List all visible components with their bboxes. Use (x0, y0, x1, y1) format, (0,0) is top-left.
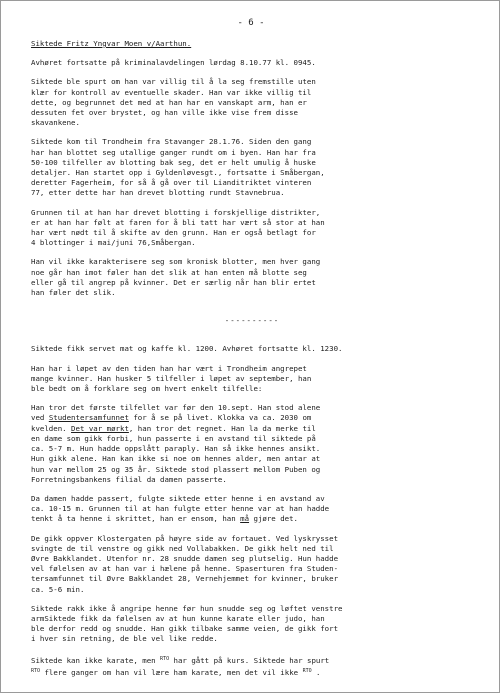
text-line: 4 blottinger i mai/juni 76,Småbergan. (31, 238, 196, 248)
paragraph-6 (31, 364, 473, 395)
text-line: Siktede ble spurt om han var villig til å la seg fremstille uten (31, 77, 316, 87)
paragraph-5: Siktede fikk servet mat og kaffe kl. 1200. Avhøret fortsatte kl. 1230. (31, 344, 343, 354)
text-line: tenkt å ta henne i skrittet, han er ensom, han må gjøre det. (31, 514, 298, 524)
heading: Siktede Fritz Yngvar Moen v/Aarthun. (31, 39, 192, 48)
paragraph-3 (31, 208, 473, 249)
paragraph-7 (31, 403, 473, 485)
text-line: vel følelsen av at han var i hælene på henne. Spaserturen fra Studen- (31, 564, 339, 574)
text-line: klær for kontroll av eventuelle skader. Han var ikke villig til (31, 87, 312, 97)
text-line: Siktede kom til Trondheim fra Stavanger 28.1.76. Siden den gang (31, 137, 312, 147)
text-line: hun var mellom 25 og 35 år. Siktede stod plassert mellom Puben og (31, 464, 321, 474)
text-line: kvelden. Det var mørkt, han tror det regnet. Han la da merke til (31, 423, 316, 433)
text-line: 77, etter dette har han drevet blotting rundt Stavnebrua. (31, 188, 285, 198)
text-line: dessuten fet over brystet, og han ville ikke vise frem disse (31, 108, 298, 118)
paragraph-4 (31, 257, 473, 298)
text-line: Grunnen til at han har drevet blotting i forskjellige distrikter, (31, 207, 321, 217)
text-line: Han har i løpet av den tiden han har vært i Trondheim angrepet (31, 363, 307, 373)
document-body (31, 39, 473, 678)
text-line: tersamfunnet til Øvre Bakklandet 28, Vernehjemmet for kvinner, bruker (31, 574, 339, 584)
rto-mark: RTO (160, 655, 170, 662)
paragraph-9 (31, 534, 473, 595)
paragraph-2 (31, 137, 473, 198)
text-line: mange kvinner. Han husker 5 tilfeller i løpet av september, han (31, 373, 312, 383)
underlined-text: Studentersamfunnet (48, 413, 129, 423)
paragraph-10 (31, 604, 473, 645)
text-line: Siktede kan ikke karate, men $^{RTO}$ har gått på kurs. Siktede har spurt (31, 655, 330, 665)
text-line: ble bedt om å forklare seg om hvert enkelt tilfelle: (31, 384, 263, 394)
text-line: ca. 5-7 m. Hun hadde oppslått paraply. Han så ikke hennes ansikt. (31, 444, 321, 454)
text-line: De gikk oppver Klostergaten på høyre side av fortauet. Ved lyskrysset (31, 533, 339, 543)
text-line: er at han har følt at faren for å bli tatt har vært så stor at han (31, 217, 325, 227)
paragraph-1 (31, 77, 473, 128)
text-line: Han tror det første tilfellet var før den 10.sept. Han stod alene (31, 403, 321, 413)
text-line: $^{RTO}$ flere ganger om han vil lære ham karate, men det vil ikke $^{RTO}$ . (31, 667, 321, 677)
text-line: deretter Fagerheim, for så å gå over til Lianditriktet vinteren (31, 178, 312, 188)
text-line: Forretningsbankens filial da damen passerte. (31, 474, 227, 484)
text-line: har vært nødt til å skifte av den grunn. Han er også betlagt for (31, 228, 316, 238)
text-line: svingte de til venstre og gikk ned Vollabakken. De gikk helt ned til (31, 543, 334, 553)
rto-mark: RTO (31, 667, 41, 674)
paragraph-11 (31, 654, 473, 678)
text-line: noe går han imot føler han det slik at han enten må blotte seg (31, 267, 307, 277)
section-divider: ---------- (224, 316, 280, 326)
paragraph-8 (31, 494, 473, 525)
underlined-text: Det var mørkt (71, 423, 129, 433)
text-line: skavankene. (31, 118, 80, 128)
text-line: eller gå til angrep på kvinner. Det er særlig når han blir ertet (31, 277, 316, 287)
text-line: ca. 10-15 m. Grunnen til at han fulgte etter henne var at han hadde (31, 504, 330, 514)
text-line: har han blottet seg utallige ganger rundt om i byen. Han har fra (31, 147, 316, 157)
text-line: Hun gikk alene. Han kan ikke si noe om hennes alder, men antar at (31, 454, 321, 464)
text-line: han føler det slik. (31, 288, 116, 298)
underlined-text: må (240, 514, 250, 524)
intro-line: Avhøret fortsatte på kriminalavdelingen lørdag 8.10.77 kl. 0945. (31, 58, 316, 68)
text-line: ca. 5-6 min. (31, 584, 85, 594)
rto-mark: RTO (302, 667, 312, 674)
text-line: i hver sin retning, de ble vel like redde. (31, 634, 218, 644)
text-line: armSiktede fikk da følelsen av at hun kunne karate eller judo, han (31, 613, 325, 623)
text-line: Han vil ikke karakterisere seg som kronisk blotter, men hver gang (31, 257, 321, 267)
page-number: - 6 - (237, 18, 265, 28)
text-line: 50-100 tilfeller av blotting bak seg, det er helt umulig å huske (31, 157, 316, 167)
text-line: ved Studentersamfunnet for å se på livet. Klokka va ca. 2030 om (31, 413, 312, 423)
text-line: en dame som gikk forbi, hun passerte i en avstand til siktede på (31, 433, 316, 443)
text-line: Siktede rakk ikke å angripe henne før hun snudde seg og løftet venstre (31, 603, 343, 613)
text-line: ble derfor redd og snudde. Han gikk tilbake samme veien, de gikk fort (31, 624, 339, 634)
text-line: dette, og begrunnet det med at han har en vanskapt arm, han er (31, 97, 307, 107)
text-line: Da damen hadde passert, fulgte siktede etter henne i en avstand av (31, 493, 325, 503)
text-line: Øvre Bakklandet. Utenfor nr. 28 snudde damen seg plutselig. Hun hadde (31, 553, 339, 563)
text-line: detaljer. Han startet opp i Gyldenløvesgt., fortsatte i Småbergan, (31, 168, 325, 178)
